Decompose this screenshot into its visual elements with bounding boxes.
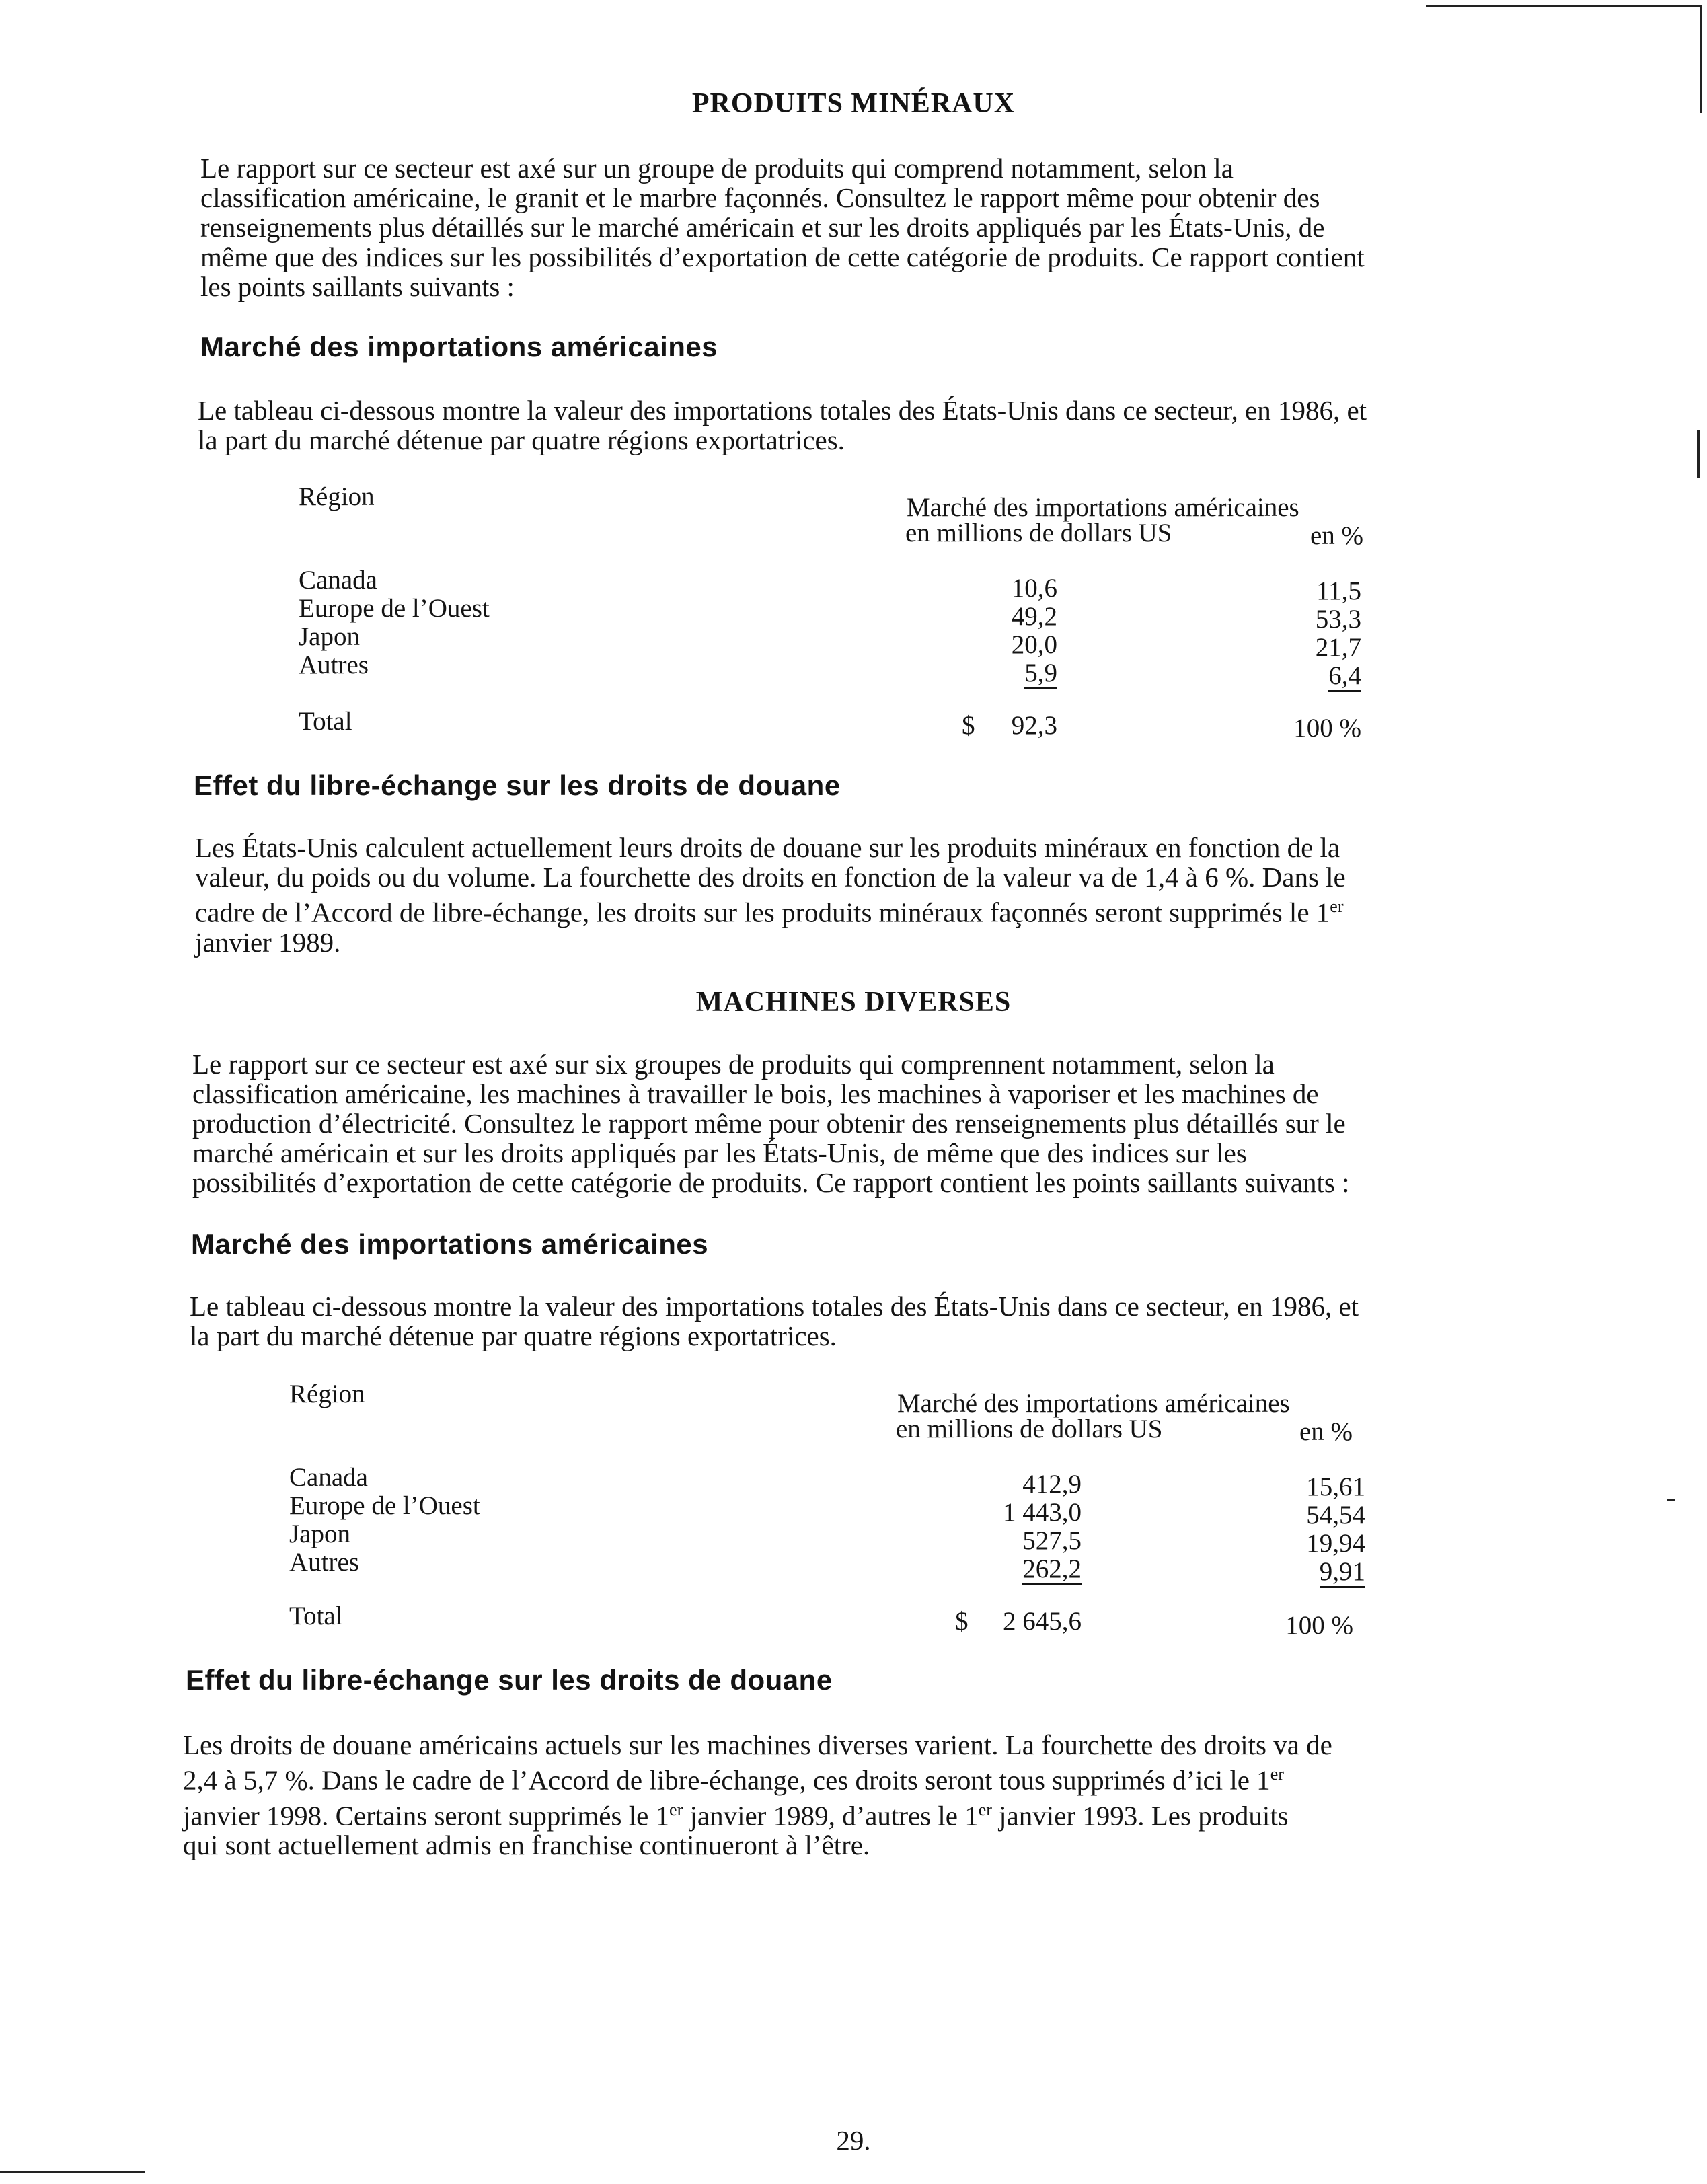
market-line: Le tableau ci-dessous montre la valeur des importations totales des États-Unis dans ce secteur, en 1986, et bbox=[190, 1291, 1359, 1322]
intro-line: Le rapport sur ce secteur est axé sur un groupe de produits qui comprend notamment, selon la bbox=[200, 153, 1234, 184]
effect-line-text: cadre de l’Accord de libre-échange, les droits sur les produits minéraux façonnés seront supprimés le 1 bbox=[195, 897, 1330, 928]
effect-line-text: janvier 1989, d’autres le 1 bbox=[689, 1800, 979, 1832]
row-region: Europe de l’Ouest bbox=[289, 1491, 480, 1520]
superscript: er bbox=[1330, 897, 1344, 916]
total-pct: 100 % bbox=[1285, 1611, 1353, 1640]
margin-mark bbox=[1697, 430, 1700, 478]
row-millions-underlined bbox=[995, 1555, 1082, 1583]
col-header-millions: en millions de dollars US bbox=[896, 1415, 1163, 1443]
superscript: er bbox=[978, 1799, 992, 1819]
intro-line: même que des indices sur les possibilités d’exportation de cette catégorie de produits. Ce rapport contient bbox=[200, 241, 1365, 272]
section2-market-text bbox=[190, 1291, 1359, 1351]
total-millions: 92,3 bbox=[1011, 711, 1057, 740]
row-millions: 527,5 bbox=[1022, 1526, 1082, 1555]
total-currency: $ bbox=[962, 711, 975, 740]
effect-line bbox=[183, 1795, 1332, 1831]
row-millions: 412,9 bbox=[1022, 1470, 1082, 1499]
superscript: er bbox=[669, 1799, 683, 1819]
row-millions: 5,9 bbox=[1024, 658, 1057, 689]
row-millions: 10,6 bbox=[1011, 574, 1057, 603]
section-title-machines-diverses: MACHINES DIVERSES bbox=[695, 987, 1012, 1018]
page-border-bottom bbox=[0, 2171, 145, 2173]
row-pct: 15,61 bbox=[1306, 1472, 1365, 1501]
section1-market-text bbox=[198, 396, 1367, 455]
col-header-pct: en % bbox=[1310, 521, 1364, 550]
row-pct-underlined bbox=[1302, 662, 1361, 690]
effect-line bbox=[195, 892, 1346, 928]
superscript: er bbox=[1270, 1764, 1284, 1784]
row-region: Canada bbox=[299, 566, 377, 595]
row-pct: 21,7 bbox=[1315, 633, 1361, 662]
intro-line: Le rapport sur ce secteur est axé sur six groupes de produits qui comprennent notamment, selon la bbox=[192, 1049, 1275, 1080]
effect-line-text: janvier 1993. Les produits bbox=[999, 1800, 1289, 1832]
total-millions: 2 645,6 bbox=[1003, 1607, 1082, 1636]
intro-line: renseignements plus détaillés sur le marché américain et sur les droits appliqués par les États-Unis, de bbox=[200, 212, 1325, 243]
intro-line: possibilités d’exportation de cette catégorie de produits. Ce rapport contient les points saillants suivants : bbox=[192, 1167, 1350, 1198]
row-pct: 19,94 bbox=[1306, 1529, 1365, 1558]
row-region: Japon bbox=[289, 1519, 350, 1548]
row-millions-underlined bbox=[998, 659, 1057, 687]
col-header-group: Marché des importations américaines bbox=[907, 493, 1299, 522]
col-header-region: Région bbox=[299, 482, 375, 511]
intro-line: classification américaine, le granit et le marbre façonnés. Consultez le rapport même pour obtenir des bbox=[200, 182, 1320, 213]
margin-mark bbox=[1667, 1499, 1675, 1501]
effect-line bbox=[183, 1760, 1332, 1795]
intro-line: les points saillants suivants : bbox=[200, 271, 515, 302]
effect-line: Les États-Unis calculent actuellement leurs droits de douane sur les produits minéraux en fonction de la bbox=[195, 832, 1340, 863]
effect-heading: Effet du libre-échange sur les droits de douane bbox=[194, 769, 841, 801]
section2-intro bbox=[192, 1049, 1349, 1197]
total-label: Total bbox=[299, 707, 352, 736]
row-millions: 49,2 bbox=[1011, 602, 1057, 631]
intro-line: production d’électricité. Consultez le rapport même pour obtenir des renseignements plus détaillés sur le bbox=[192, 1108, 1346, 1139]
row-region: Europe de l’Ouest bbox=[299, 594, 490, 623]
col-header-group: Marché des importations américaines bbox=[897, 1389, 1290, 1418]
row-pct-underlined bbox=[1293, 1558, 1365, 1586]
effect-heading: Effet du libre-échange sur les droits de douane bbox=[186, 1664, 833, 1696]
row-pct: 6,4 bbox=[1328, 661, 1361, 692]
market-heading: Marché des importations américaines bbox=[200, 331, 718, 363]
row-pct: 54,54 bbox=[1306, 1501, 1365, 1530]
section1-effect-text bbox=[195, 833, 1346, 957]
row-region: Japon bbox=[299, 622, 360, 651]
intro-line: marché américain et sur les droits appliqués par les États-Unis, de même que des indices sur les bbox=[192, 1137, 1247, 1168]
row-millions: 262,2 bbox=[1022, 1554, 1082, 1585]
col-header-millions: en millions de dollars US bbox=[905, 519, 1172, 548]
market-line: la part du marché détenue par quatre régions exportatrices. bbox=[190, 1320, 837, 1351]
effect-line-text: janvier 1998. Certains seront supprimés le 1 bbox=[183, 1800, 670, 1832]
row-millions: 1 443,0 bbox=[1003, 1498, 1082, 1527]
total-pct: 100 % bbox=[1293, 714, 1361, 743]
page-number: 29. bbox=[836, 2125, 871, 2156]
col-header-pct: en % bbox=[1299, 1417, 1353, 1446]
total-currency: $ bbox=[955, 1607, 969, 1636]
section2-effect-text bbox=[183, 1730, 1332, 1860]
effect-line-text: 2,4 à 5,7 %. Dans le cadre de l’Accord de libre-échange, ces droits seront tous supprimés d’ici le 1 bbox=[183, 1764, 1270, 1796]
total-label: Total bbox=[289, 1602, 343, 1630]
effect-line: Les droits de douane américains actuels sur les machines diverses varient. La fourchette des droits va de bbox=[183, 1729, 1332, 1760]
row-millions: 20,0 bbox=[1011, 630, 1057, 659]
effect-line: valeur, du poids ou du volume. La fourchette des droits en fonction de la valeur va de 1,4 à 6 %. Dans le bbox=[195, 862, 1346, 893]
row-pct: 11,5 bbox=[1316, 576, 1361, 605]
row-region: Autres bbox=[289, 1548, 359, 1577]
effect-line: qui sont actuellement admis en franchise continueront à l’être. bbox=[183, 1830, 870, 1861]
row-pct: 9,91 bbox=[1320, 1557, 1365, 1588]
section1-intro bbox=[200, 153, 1365, 301]
effect-line: janvier 1989. bbox=[195, 926, 341, 958]
col-header-region: Région bbox=[289, 1380, 365, 1408]
row-region: Autres bbox=[299, 650, 369, 679]
row-pct: 53,3 bbox=[1315, 605, 1361, 634]
market-line: Le tableau ci-dessous montre la valeur des importations totales des États-Unis dans ce secteur, en 1986, et bbox=[198, 395, 1367, 426]
section-title-produits-mineraux: PRODUITS MINÉRAUX bbox=[691, 88, 1016, 119]
market-heading: Marché des importations américaines bbox=[191, 1228, 709, 1260]
row-region: Canada bbox=[289, 1463, 368, 1492]
market-line: la part du marché détenue par quatre régions exportatrices. bbox=[198, 424, 845, 455]
page-border-top bbox=[1426, 5, 1702, 7]
intro-line: classification américaine, les machines à travailler le bois, les machines à vaporiser et les machines de bbox=[192, 1078, 1319, 1109]
